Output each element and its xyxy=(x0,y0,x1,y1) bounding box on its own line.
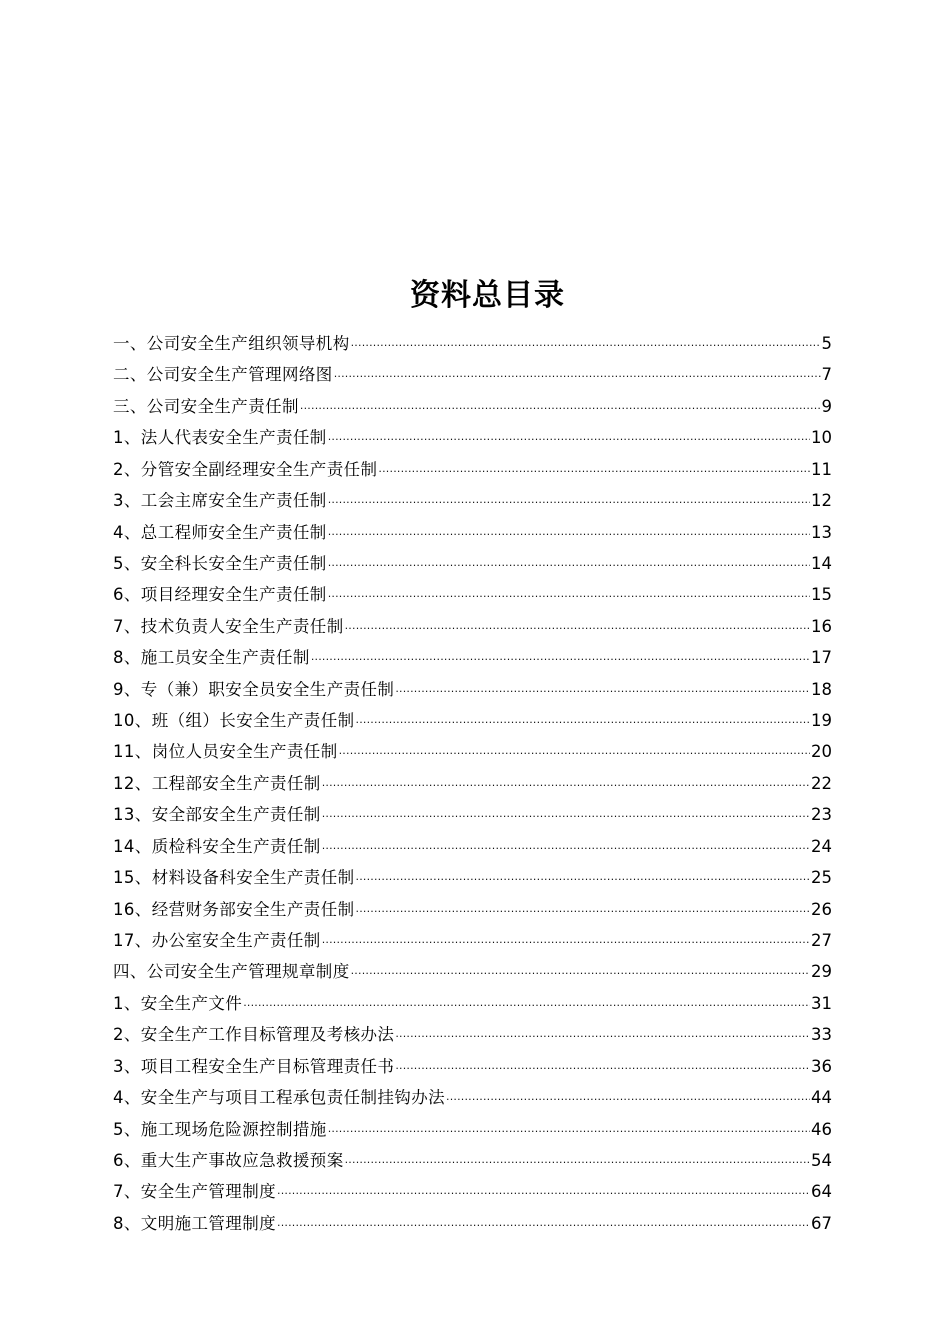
toc-entry-label: 3、工会主席安全生产责任制 xyxy=(113,491,327,511)
toc-entry[interactable] xyxy=(113,485,832,516)
toc-entry[interactable] xyxy=(113,517,832,548)
toc-dot-leader xyxy=(345,613,810,644)
toc-dot-leader xyxy=(300,393,821,424)
toc-entry[interactable] xyxy=(113,328,832,359)
toc-dot-leader xyxy=(339,738,810,769)
toc-entry-page-number: 33 xyxy=(811,1025,832,1045)
toc-entry[interactable] xyxy=(113,1145,832,1176)
toc-entry-label: 1、法人代表安全生产责任制 xyxy=(113,428,327,448)
toc-entry-page-number: 25 xyxy=(811,868,832,888)
toc-dot-leader xyxy=(328,550,810,581)
toc-entry[interactable] xyxy=(113,831,832,862)
toc-entry-page-number: 18 xyxy=(811,679,832,699)
toc-dot-leader xyxy=(378,456,810,487)
toc-entry[interactable] xyxy=(113,1208,832,1239)
toc-entry[interactable] xyxy=(113,1082,832,1113)
toc-dot-leader xyxy=(322,770,810,801)
toc-entry-page-number: 20 xyxy=(811,742,832,762)
toc-entry[interactable] xyxy=(113,391,832,422)
toc-dot-leader xyxy=(322,927,810,958)
toc-entry-label: 9、专（兼）职安全员安全生产责任制 xyxy=(113,679,395,699)
toc-entry-page-number: 23 xyxy=(811,805,832,825)
toc-dot-leader xyxy=(311,644,810,675)
toc-entry-page-number: 10 xyxy=(811,428,832,448)
toc-dot-leader xyxy=(277,1210,810,1241)
toc-entry-label: 6、项目经理安全生产责任制 xyxy=(113,585,327,605)
toc-entry[interactable] xyxy=(113,1114,832,1145)
toc-entry-label: 12、工程部安全生产责任制 xyxy=(113,773,321,793)
toc-dot-leader xyxy=(334,361,821,392)
toc-entry-page-number: 67 xyxy=(811,1213,832,1233)
page-title: 资料总目录 xyxy=(410,278,565,314)
toc-entry-page-number: 17 xyxy=(811,648,832,668)
toc-entry-label: 2、分管安全副经理安全生产责任制 xyxy=(113,459,378,479)
toc-dot-leader xyxy=(328,1116,810,1147)
toc-entry[interactable] xyxy=(113,1176,832,1207)
toc-dot-leader xyxy=(351,330,821,361)
toc-entry-page-number: 14 xyxy=(811,553,832,573)
toc-entry-page-number: 36 xyxy=(811,1056,832,1076)
toc-entry-label: 10、班（组）长安全生产责任制 xyxy=(113,711,355,731)
toc-dot-leader xyxy=(328,424,810,455)
toc-entry-label: 7、安全生产管理制度 xyxy=(113,1182,276,1202)
toc-entry-label: 16、经营财务部安全生产责任制 xyxy=(113,899,355,919)
toc-entry[interactable] xyxy=(113,1019,832,1050)
toc-dot-leader xyxy=(446,1084,810,1115)
toc-entry-label: 1、安全生产文件 xyxy=(113,993,243,1013)
toc-entry-label: 11、岗位人员安全生产责任制 xyxy=(113,742,338,762)
toc-dot-leader xyxy=(395,676,810,707)
toc-entry-page-number: 54 xyxy=(811,1150,832,1170)
toc-entry-label: 三、公司安全生产责任制 xyxy=(113,396,299,416)
toc-entry-label: 15、材料设备科安全生产责任制 xyxy=(113,868,355,888)
toc-dot-leader xyxy=(356,707,811,738)
toc-entry-page-number: 5 xyxy=(821,334,832,353)
toc-entry-label: 二、公司安全生产管理网络图 xyxy=(113,365,333,385)
toc-entry-page-number: 27 xyxy=(811,931,832,951)
toc-entry-page-number: 9 xyxy=(821,396,832,416)
toc-entry-label: 13、安全部安全生产责任制 xyxy=(113,805,321,825)
toc-entry[interactable] xyxy=(113,454,832,485)
toc-entry[interactable] xyxy=(113,642,832,673)
toc-entry[interactable] xyxy=(113,359,832,390)
toc-entry[interactable] xyxy=(113,548,832,579)
toc-entry-label: 2、安全生产工作目标管理及考核办法 xyxy=(113,1025,395,1045)
toc-entry-label: 14、质检科安全生产责任制 xyxy=(113,836,321,856)
toc-entry-label: 7、技术负责人安全生产责任制 xyxy=(113,616,344,636)
toc-dot-leader xyxy=(395,1021,810,1052)
toc-entry-page-number: 31 xyxy=(811,993,832,1013)
toc-dot-leader xyxy=(322,833,810,864)
toc-dot-leader xyxy=(345,1147,810,1178)
toc-entry-page-number: 24 xyxy=(811,836,832,856)
toc-entry[interactable] xyxy=(113,579,832,610)
toc-entry-page-number: 11 xyxy=(811,459,832,479)
toc-entry[interactable] xyxy=(113,705,832,736)
toc-entry-label: 17、办公室安全生产责任制 xyxy=(113,931,321,951)
toc-entry-page-number: 26 xyxy=(811,899,832,919)
toc-entry-page-number: 29 xyxy=(811,962,832,982)
toc-entry[interactable] xyxy=(113,736,832,767)
toc-entry-page-number: 13 xyxy=(811,522,832,542)
toc-entry-page-number: 44 xyxy=(811,1088,832,1108)
toc-entry[interactable] xyxy=(113,925,832,956)
toc-entry-label: 8、文明施工管理制度 xyxy=(113,1213,276,1233)
toc-dot-leader xyxy=(328,519,810,550)
toc-entry-label: 4、总工程师安全生产责任制 xyxy=(113,522,327,542)
toc-dot-leader xyxy=(277,1178,810,1209)
toc-entry-page-number: 46 xyxy=(811,1119,832,1139)
toc-dot-leader xyxy=(351,958,810,989)
toc-entry-label: 四、公司安全生产管理规章制度 xyxy=(113,962,350,982)
toc-entry[interactable] xyxy=(113,611,832,642)
toc-entry-label: 3、项目工程安全生产目标管理责任书 xyxy=(113,1056,395,1076)
toc-entry-label: 4、安全生产与项目工程承包责任制挂钩办法 xyxy=(113,1088,445,1108)
toc-dot-leader xyxy=(322,801,810,832)
toc-entry-label: 一、公司安全生产组织领导机构 xyxy=(113,334,350,353)
table-of-contents xyxy=(113,328,832,1239)
toc-entry-label: 5、安全科长安全生产责任制 xyxy=(113,553,327,573)
toc-entry-page-number: 12 xyxy=(811,491,832,511)
toc-dot-leader xyxy=(328,487,810,518)
toc-entry[interactable] xyxy=(113,422,832,453)
toc-dot-leader xyxy=(356,896,811,927)
toc-entry-page-number: 19 xyxy=(811,711,832,731)
toc-entry[interactable] xyxy=(113,894,832,925)
toc-entry-label: 6、重大生产事故应急救援预案 xyxy=(113,1150,344,1170)
toc-entry-page-number: 16 xyxy=(811,616,832,636)
toc-entry-page-number: 22 xyxy=(811,773,832,793)
toc-dot-leader xyxy=(243,990,810,1021)
toc-entry-page-number: 15 xyxy=(811,585,832,605)
toc-entry[interactable] xyxy=(113,674,832,705)
toc-entry-page-number: 64 xyxy=(811,1182,832,1202)
toc-entry[interactable] xyxy=(113,799,832,830)
toc-entry[interactable] xyxy=(113,768,832,799)
toc-entry-label: 8、施工员安全生产责任制 xyxy=(113,648,310,668)
toc-dot-leader xyxy=(328,581,810,612)
toc-entry-label: 5、施工现场危险源控制措施 xyxy=(113,1119,327,1139)
toc-entry[interactable] xyxy=(113,1051,832,1082)
toc-entry[interactable] xyxy=(113,862,832,893)
toc-entry[interactable] xyxy=(113,956,832,987)
toc-dot-leader xyxy=(356,864,811,895)
toc-entry-page-number: 7 xyxy=(821,365,832,385)
toc-entry[interactable] xyxy=(113,988,832,1019)
toc-dot-leader xyxy=(395,1053,810,1084)
